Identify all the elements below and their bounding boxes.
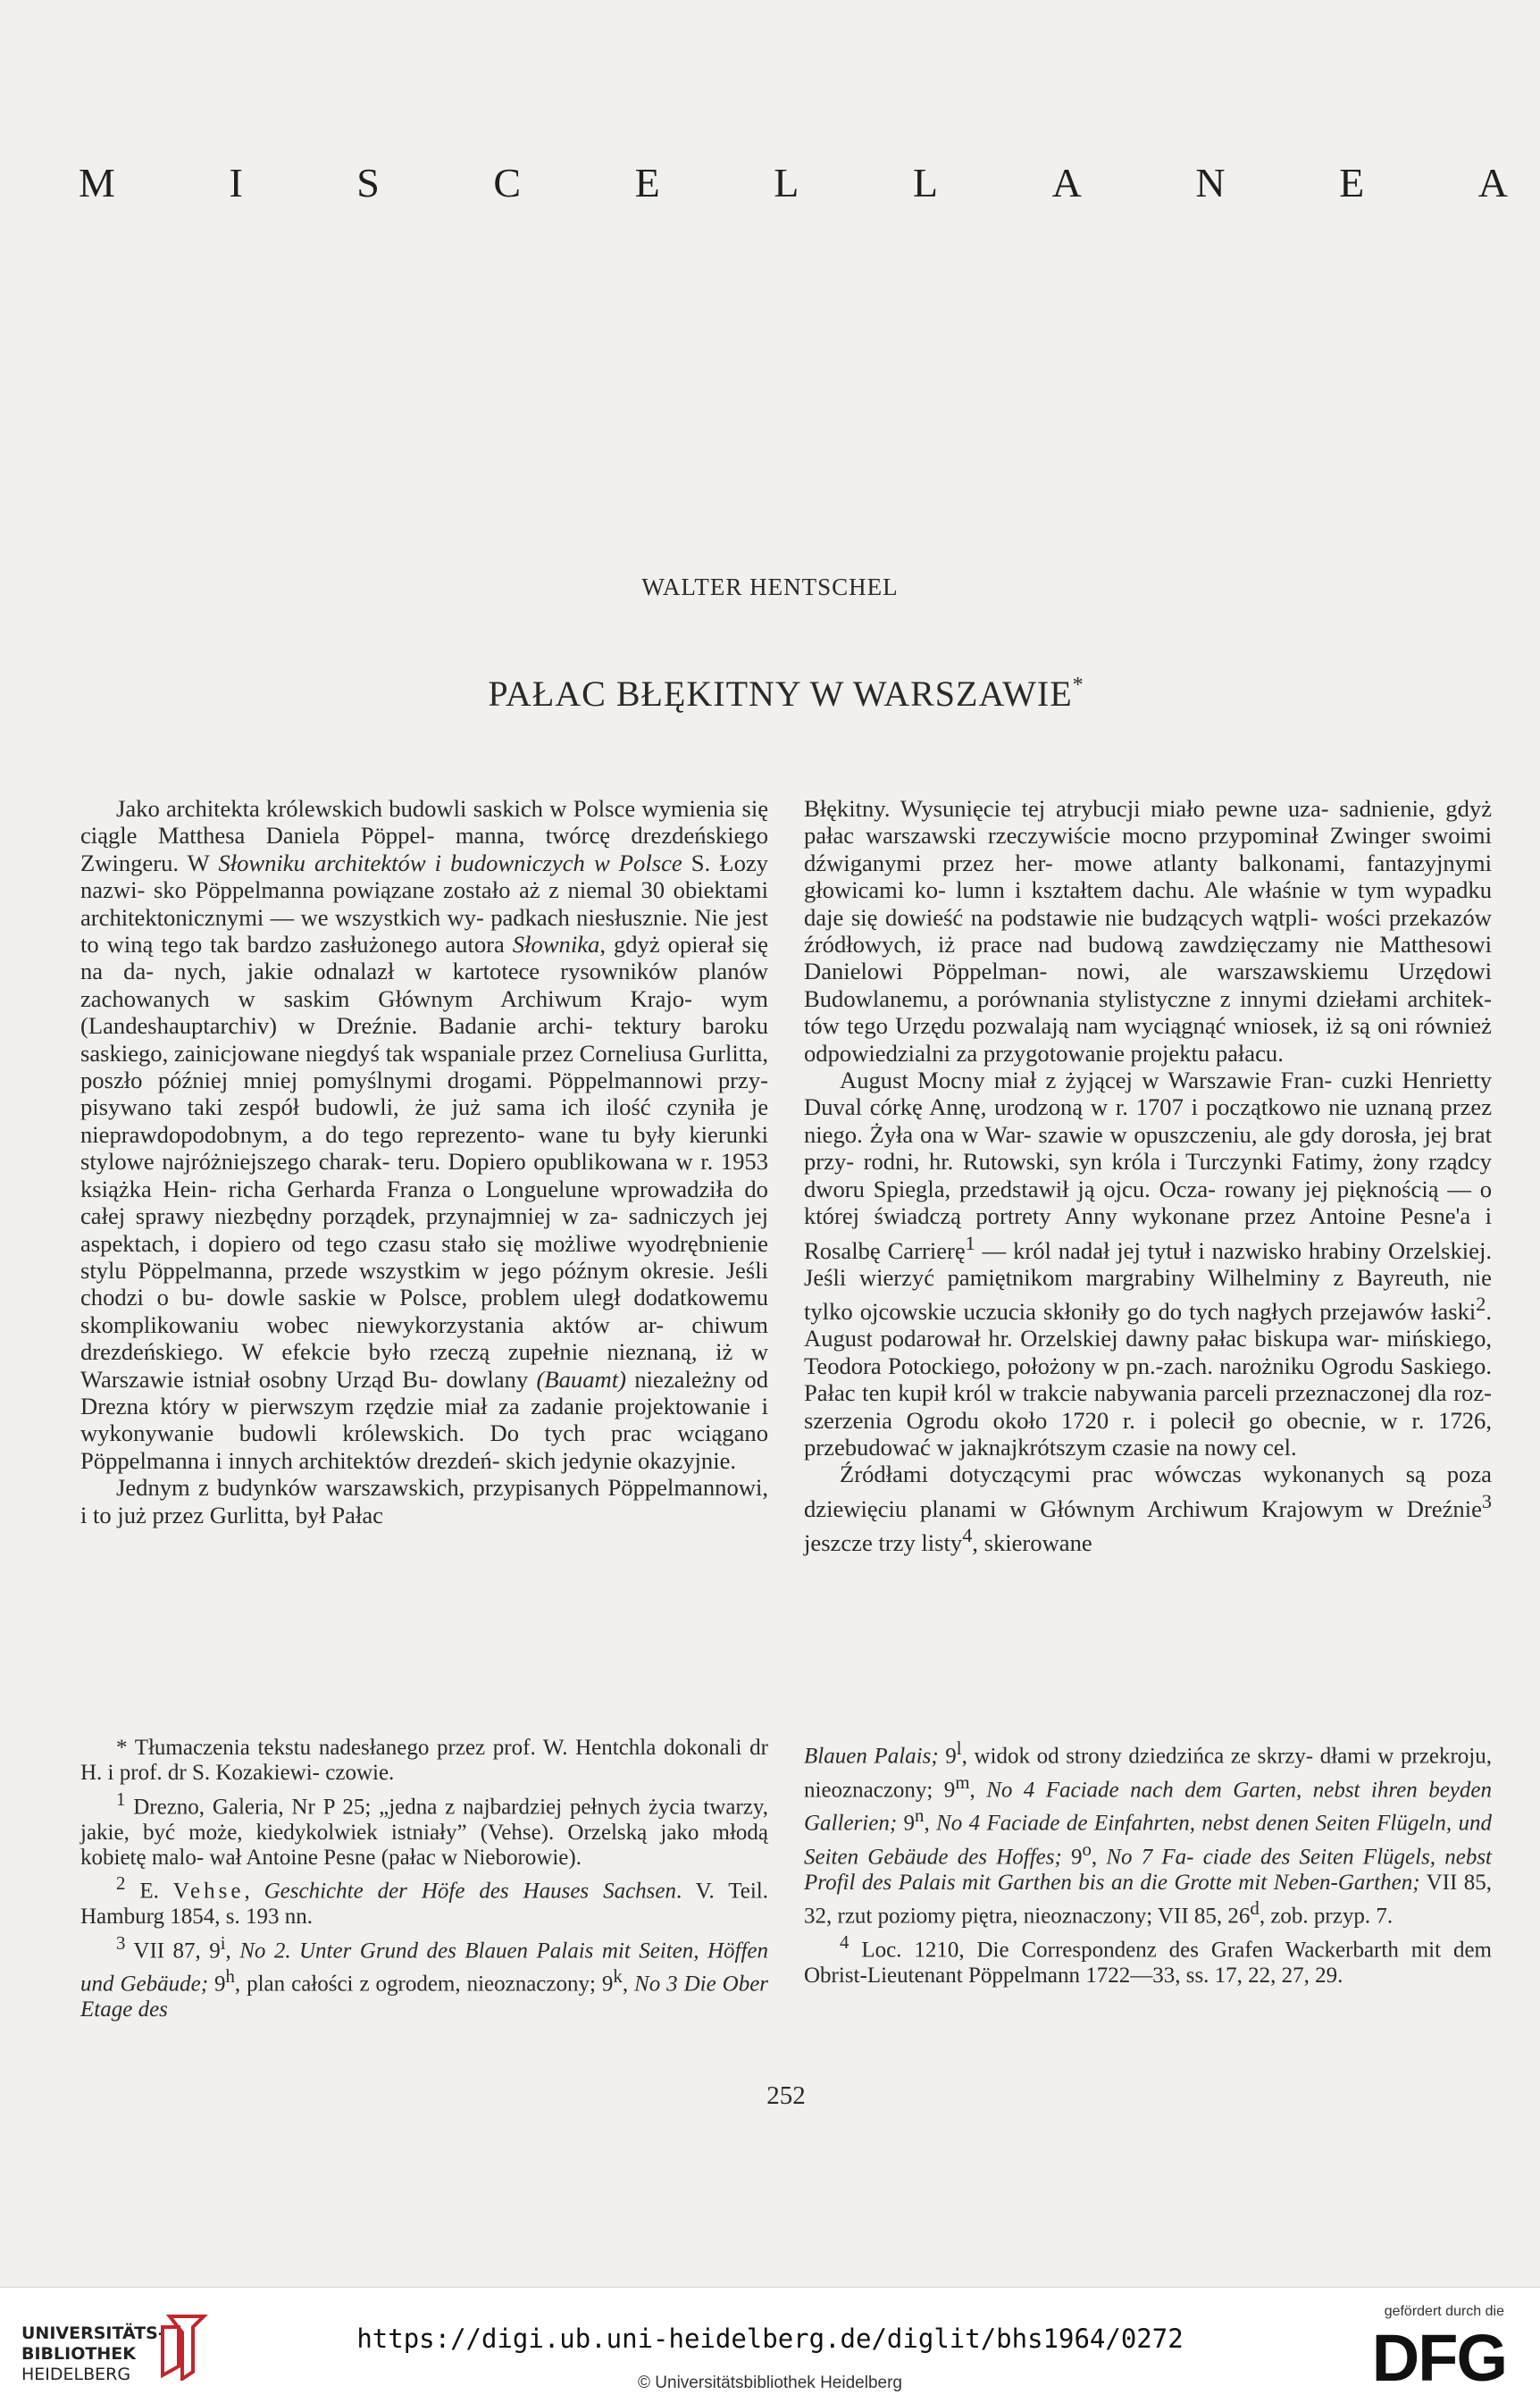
- footnote: $^4$ Loc. 1210, Die Correspondenz des Grafen Wackerbarth mit dem Obrist-Lieutenant Pöppelmann 1722—33, ss. 17, 22, 27, 29.: [804, 1931, 1492, 1988]
- footnote-ref: 2: [1476, 1293, 1486, 1316]
- article-title: [0, 673, 1540, 715]
- heading-letter: A: [1477, 160, 1508, 205]
- footnote-ref: 1: [965, 1231, 975, 1254]
- paragraph: Jednym z budynków warszawskich, przypisanych Pöppelmannowi, i to już przez Gurlitta, był Pałac: [80, 1474, 768, 1528]
- heading-letter: E: [634, 160, 660, 205]
- article-author: WALTER HENTSCHEL: [641, 574, 899, 600]
- heading-letter: S: [356, 160, 380, 205]
- body-column-right: [804, 795, 1492, 1556]
- dfg-logo[interactable]: DFG: [1371, 2321, 1506, 2395]
- funding-label: gefördert durch die: [1384, 2304, 1504, 2319]
- heading-letter: I: [229, 160, 243, 205]
- footnotes-left: [80, 1736, 768, 2022]
- paragraph: Źródłami dotyczącymi prac wówczas wykonanych są poza dziewięciu planami w Głównym Archiwum Krajowym w Dreźnie$^3$ jeszcze trzy listy$^4$, skierowane: [804, 1461, 1492, 1556]
- library-name-line: UNIVERSITÄTS-: [21, 2323, 165, 2343]
- footnote: $^2$ E. Vehse, Geschichte der Höfe des Hauses Sachsen. V. Teil. Hamburg 1854, s. 193 nn.: [80, 1872, 768, 1930]
- viewer-footer: [0, 2287, 1540, 2403]
- footnote: * Tłumaczenia tekstu nadesłanego przez prof. W. Hentchla dokonali dr H. i prof. dr S. Kozakiewi- czowie.: [80, 1736, 768, 1786]
- article-title-text: PAŁAC BŁĘKITNY W WARSZAWIE: [488, 674, 1073, 714]
- body-column-left: [80, 795, 768, 1528]
- heading-letter: M: [79, 160, 115, 205]
- paragraph: August Mocny miał z żyjącej w Warszawie Fran- cuzki Henrietty Duval córkę Annę, urodzoną w r. 1707 i początkowo nie uznaną przez niego. Żyła ona w War- szawie w opuszczeniu, ale gdy dorosła, jej brat przy- rodni, hr. Rutowski, syn króla i Turczynki Fatimy, żony rządcy dworu Spiegla, przedstawił ją ojcu. Ocza- rowany jej pięknością — o której świadczą portrety Anny wykonane przez Antoine Pesne'a i Rosalbę Carrierę$^1$ — król nadał jej tytuł i nazwisko hrabiny Orzelskiej. Jeśli wierzyć pamiętnikom margrabiny Wilhelminy z Bayreuth, nie tylko ojcowskie uczucia skłoniły go do tych nagłych przejawów łaski$^2$. August podarował hr. Orzelskiej dawny pałac biskupa war- mińskiego, Teodora Potockiego, położony w pn.-zach. narożniku Ogrodu Saskiego. Pałac ten kupił król w trakcie nabywania parceli przeznaczonej dla roz- szerzenia Ogrodu około 1720 r. i polecił go obecnie, w r. 1726, przebudować w jaknajkrótszym czasie na nowy cel.: [804, 1067, 1493, 1461]
- footnote-ref: 4: [962, 1524, 973, 1547]
- footnote-ref: 3: [1481, 1489, 1492, 1512]
- copyright-notice: © Universitätsbibliothek Heidelberg: [638, 2374, 902, 2392]
- heading-letter: C: [493, 160, 522, 205]
- heading-letter: E: [1339, 160, 1365, 205]
- title-footnote-mark: *: [1072, 674, 1084, 697]
- footnote: $^1$ Drezno, Galeria, Nr P 25; „jedna z najbardziej pełnych życia twarzy, jakie, być może, kiedykolwiek istniały” (Vehse). Orzelską jako młodą kobietę malo- wał Antoine Pesne (pałac w Nieborowie).: [80, 1788, 769, 1870]
- library-name-line: BIBLIOTHEK: [21, 2344, 136, 2364]
- section-heading: [79, 159, 1508, 206]
- page-number: 252: [766, 2081, 806, 2110]
- heading-letter: N: [1195, 160, 1226, 205]
- footnotes-right: [804, 1736, 1492, 1989]
- footnote: $^3$ VII 87, 9$^i$, No 2. Unter Grund des Blauen Palais mit Seiten, Höffen und Gebäude; 9$^h$, plan całości z ogrodem, nieoznaczony; 9$^k$, No 3 Die Ober Etage des: [80, 1931, 769, 2022]
- library-name-line: HEIDELBERG: [21, 2365, 131, 2384]
- permalink-url[interactable]: https://digi.ub.uni-heidelberg.de/diglit/bhs1964/0272: [356, 2323, 1184, 2354]
- heading-letter: A: [1051, 160, 1082, 205]
- footnote: Blauen Palais; 9$^l$, widok od strony dziedzińca ze skrzy- dłami w przekroju, nieoznaczony; 9$^m$, No 4 Faciade nach dem Garten, nebst ihren beyden Gallerien; 9$^n$, No 4 Faciade de Einfahrten, nebst denen Seiten Flügeln, und Seiten Gebäude des Hoffes; 9$^o$, No 7 Fa- ciade des Seiten Flügels, nebst Profil des Palais mit Garthen bis an die Grotte mit Neben-Garthen; VII 85, 32, rzut poziomy piętra, nieoznaczony; VII 85, 26$^d$, zob. przyp. 7.: [804, 1737, 1493, 1929]
- paragraph: Błękitny. Wysunięcie tej atrybucji miało pewne uza- sadnienie, gdyż pałac warszawski rzeczywiście mocno przypominał Zwinger swoimi dźwiganymi przez her- mowe atlanty balkonami, fantazyjnymi głowicami ko- lumn i kształtem dachu. Ale właśnie w tym wypadku daje się dowieść na podstawie nie budzących wątpli- wości przekazów źródłowych, iż prace nad budową zawdzięczamy nie Matthesowi Danielowi Pöppelman- nowi, ale warszawskiemu Urzędowi Budowlanemu, a porównania stylistyczne z innymi dziełami architek- tów tego Urzędu pozwalają nam wyciągnąć wniosek, iż są oni również odpowiedzialni za przygotowanie projektu pałacu.: [804, 795, 1493, 1067]
- paragraph: Jako architekta królewskich budowli saskich w Polsce wymienia się ciągle Matthesa Daniela Pöppel- manna, twórcę drezdeńskiego Zwingeru. W Słowniku architektów i budowniczych w Polsce S. Łozy nazwi- sko Pöppelmanna powiązane zostało aż z niemal 30 obiektami architektonicznymi — we wszystkich wy- padkach niesłusznie. Nie jest to winą tego tak bardzo zasłużonego autora Słownika, gdyż opierał się na da- nych, jakie odnalazł w kartotece rysowników planów zachowanych w saskim Głównym Archiwum Krajo- wym (Landeshauptarchiv) w Dreźnie. Badanie archi- tektury baroku saskiego, zainicjowane niegdyś tak wspaniale przez Corneliusa Gurlitta, poszło później mniej pomyślnymi drogami. Pöppelmannowi przy- pisywano taki zespół budowli, że już sama ich ilość czyniła je nieprawdopodobnym, a do tego reprezento- wane tu były kierunki stylowe najróżniejszego charak- teru. Dopiero opublikowana w r. 1953 książka Hein- richa Gerharda Franza o Longuelune wprowadziła do całej sprawy niezbędny porządek, przynajmniej w za- sadniczych jej aspektach, i dopiero od tego czasu stało się możliwe wyodrębnienie stylu Pöppelmanna, przede wszystkim w jego późnym okresie. Jeśli chodzi o bu- dowle saskie w Polsce, problem uległ dodatkowemu skomplikowaniu wobec niewykorzystania aktów ar- chiwum drezdeńskiego. W efekcie było rzeczą zupełnie nieznaną, iż w Warszawie istniał osobny Urząd Bu- dowlany (Bauamt) niezależny od Drezna który w pierwszym rzędzie miał za zadanie projektowanie i wykonywanie budowli królewskich. Do tych prac wciągano Pöppelmanna i innych architektów drezdeń- skich jedynie okazyjnie.: [80, 795, 769, 1474]
- italic-title: Słowniku architektów i budowniczych w Polsce: [218, 849, 682, 876]
- heading-letter: L: [774, 160, 799, 205]
- heading-letter: L: [912, 160, 939, 205]
